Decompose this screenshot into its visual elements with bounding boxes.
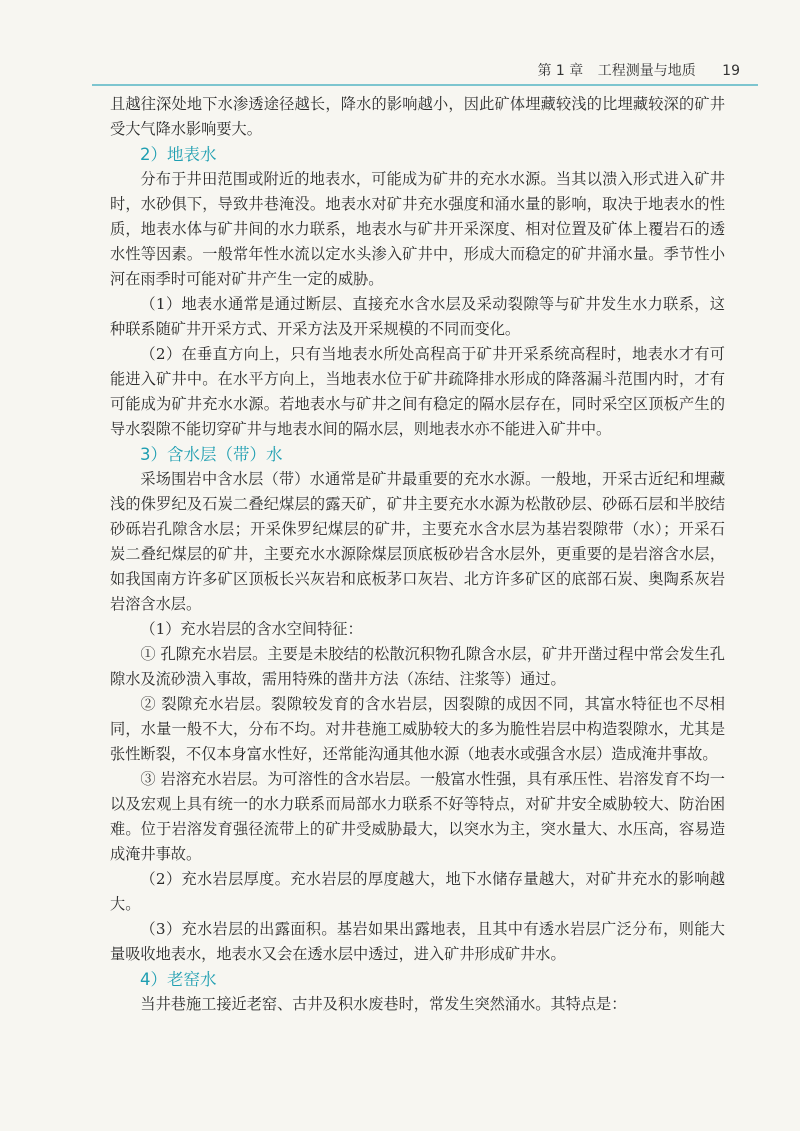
paragraph: （1）地表水通常是通过断层、直接充水含水层及采动裂隙等与矿井发生水力联系，这种联系随矿井开采方式、开采方法及开采规模的不同而变化。 — [110, 295, 725, 338]
section-heading-surface-water: 2）地表水 — [140, 145, 217, 164]
paragraph-continued: 且越往深处地下水渗透途径越长，降水的影响越小，因此矿体埋藏较浅的比埋藏较深的矿井受大气降水影响要大。 — [110, 95, 725, 138]
page-body — [110, 92, 725, 1017]
paragraph: 分布于井田范围或附近的地表水，可能成为矿井的充水水源。当其以溃入形式进入矿井时，水砂俱下，导致井巷淹没。地表水对矿井充水强度和涌水量的影响，取决于地表水的性质，地表水体与矿井间的水力联系，地表水与矿井开采深度、相对位置及矿体上覆岩石的透水性等因素。一般常年性水流以定水头渗入矿井中，形成大而稳定的矿井涌水量。季节性小河在雨季时可能对矿井产生一定的威胁。 — [110, 170, 725, 288]
paragraph: （2）在垂直方向上，只有当地表水所处高程高于矿井开采系统高程时，地表水才有可能进入矿井中。在水平方向上，当地表水位于矿井疏降排水形成的降落漏斗范围内时，才有可能成为矿井充水水源。若地表水与矿井之间有稳定的隔水层存在，同时采空区顶板产生的导水裂隙不能切穿矿井与地表水间的隔水层，则地表水亦不能进入矿井中。 — [110, 345, 725, 438]
header-rule — [92, 84, 758, 86]
chapter-title: 工程测量与地质 — [597, 63, 696, 79]
page-number: 19 — [722, 63, 740, 79]
page-header — [0, 0, 800, 92]
paragraph: （3）充水岩层的出露面积。基岩如果出露地表，且其中有透水岩层广泛分布，则能大量吸收地表水，地表水又会在透水层中透过，进入矿井形成矿井水。 — [110, 920, 725, 963]
paragraph: ① 孔隙充水岩层。主要是未胶结的松散沉积物孔隙含水层，矿井开凿过程中常会发生孔隙水及流砂溃入事故，需用特殊的凿井方法（冻结、注浆等）通过。 — [110, 645, 725, 688]
paragraph: ② 裂隙充水岩层。裂隙较发育的含水岩层，因裂隙的成因不同，其富水特征也不尽相同，水量一般不大，分布不均。对井巷施工威胁较大的多为脆性岩层中构造裂隙水，尤其是张性断裂，不仅本身富水性好，还常能沟通其他水源（地表水或强含水层）造成淹井事故。 — [110, 695, 725, 763]
section-heading-aquifer-water: 3）含水层（带）水 — [140, 445, 283, 464]
paragraph: （1）充水岩层的含水空间特征： — [140, 620, 363, 638]
paragraph: ③ 岩溶充水岩层。为可溶性的含水岩层。一般富水性强，具有承压性、岩溶发育不均一以及宏观上具有统一的水力联系而局部水力联系不好等特点，对矿井安全威胁较大、防治困难。位于岩溶发育强径流带上的矿井受威胁最大，以突水为主，突水量大、水压高，容易造成淹井事故。 — [110, 770, 725, 863]
paragraph: 采场围岩中含水层（带）水通常是矿井最重要的充水水源。一般地，开采古近纪和埋藏浅的侏罗纪及石炭二叠纪煤层的露天矿，矿井主要充水水源为松散砂层、砂砾石层和半胶结砂砾岩孔隙含水层；开采侏罗纪煤层的矿井，主要充水含水层为基岩裂隙带（水）；开采石炭二叠纪煤层的矿井，主要充水水源除煤层顶底板砂岩含水层外，更重要的是岩溶含水层，如我国南方许多矿区顶板长兴灰岩和底板茅口灰岩、北方许多矿区的底部石炭、奥陶系灰岩岩溶含水层。 — [110, 470, 725, 613]
paragraph: 当井巷施工接近老窑、古井及积水废巷时，常发生突然涌水。其特点是： — [140, 995, 627, 1013]
section-heading-old-kiln-water: 4）老窑水 — [140, 970, 217, 989]
running-head — [537, 60, 740, 80]
chapter-number: 第 1 章 — [537, 63, 584, 79]
paragraph: （2）充水岩层厚度。充水岩层的厚度越大，地下水储存量越大，对矿井充水的影响越大。 — [110, 870, 725, 913]
